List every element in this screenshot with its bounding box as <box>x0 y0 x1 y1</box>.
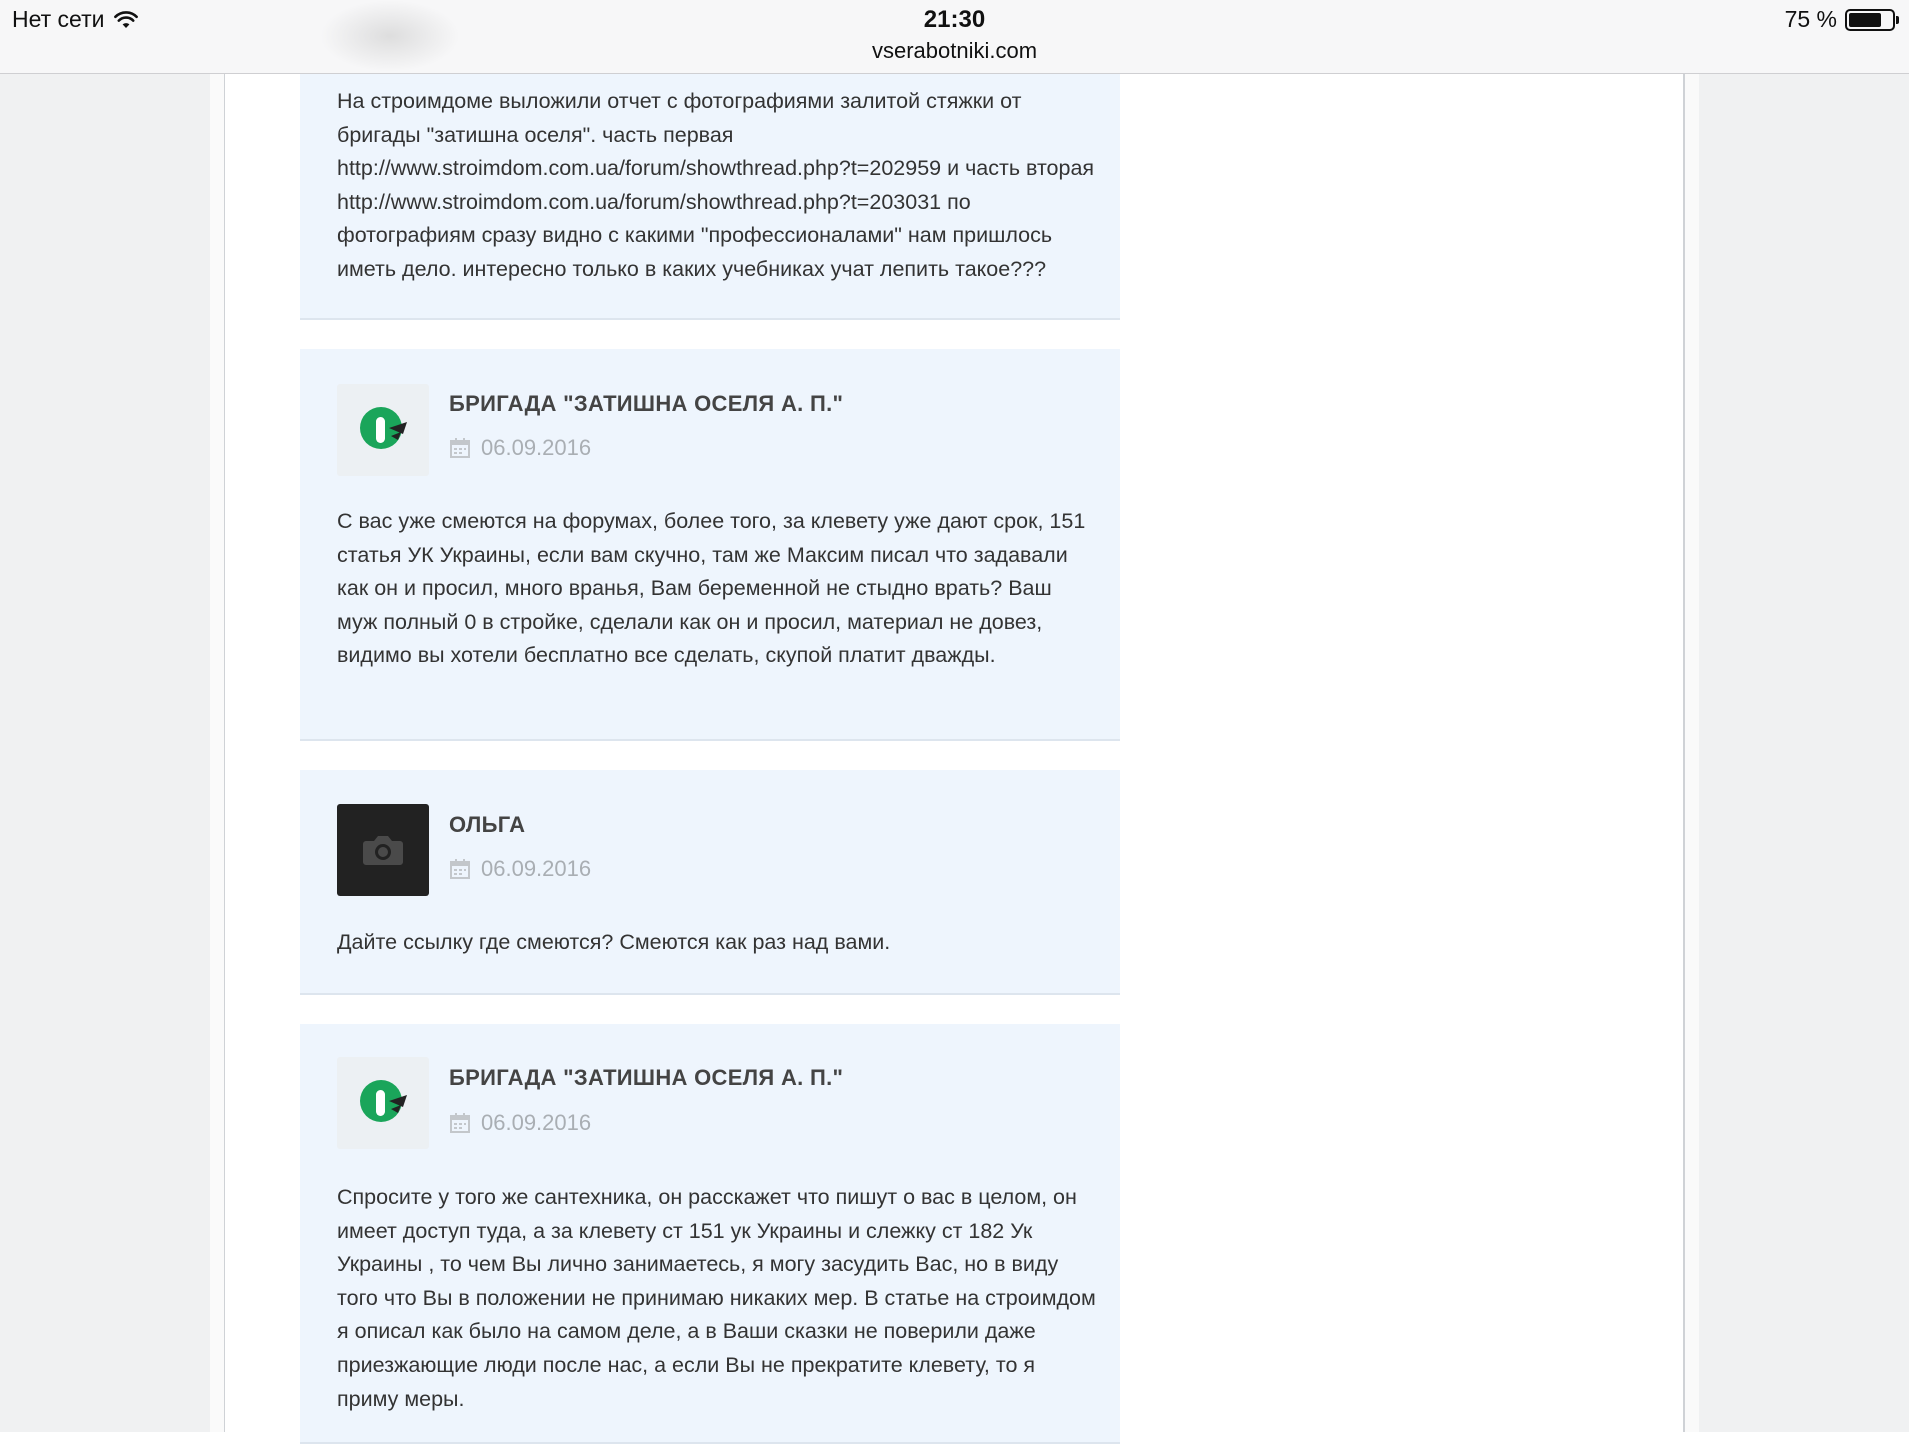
author-avatar[interactable] <box>337 804 429 896</box>
status-bar <box>0 0 1909 74</box>
clock: 21:30 <box>923 6 986 33</box>
battery-status <box>1785 6 1895 33</box>
calendar-icon <box>449 1112 471 1134</box>
comment-card <box>300 1024 1120 1444</box>
comment-date: 06.09.2016 <box>481 435 592 460</box>
camera-icon <box>337 804 429 896</box>
calendar-icon <box>449 858 471 880</box>
right-gutter <box>1685 74 1699 1432</box>
comment-body: С вас уже смеются на форумах, более того, за клевету уже дают срок, 151 статья УК Украины, если вам скучно, там же Максим писал что задавали как он и просил, много вранья, Вам беременной не стыдно врать? Ваш муж полный 0 в стройке, сделали как он и просил, материал не довез, видимо вы хотели бесплатно все сделать, скупой платит дважды. <box>337 509 1086 668</box>
comment-date-row <box>449 435 591 461</box>
battery-icon <box>1845 9 1895 31</box>
comment-body: На строимдоме выложили отчет с фотографиями залитой стяжки от бригады "затишна оселя". часть первая http://www.stroimdom.com.ua/forum/showthread.php?t=202959 и часть вторая http://www.stroimdom.com.ua/forum/showthread.php?t=203031 по фотографиям сразу видно с какими "профессионалами" нам пришлось иметь дело. интересно только в каких учебниках учат лепить такое??? <box>337 89 1095 281</box>
comment-date: 06.09.2016 <box>481 1110 592 1135</box>
battery-level <box>1849 13 1881 27</box>
battery-percent: 75 % <box>1784 6 1837 32</box>
comment-body: Дайте ссылку где смеются? Смеются как раз над вами. <box>337 930 891 954</box>
left-gutter <box>210 74 225 1432</box>
comment-card <box>300 74 1120 320</box>
comment-card <box>300 770 1120 995</box>
comment-author: ОЛЬГА <box>449 812 526 837</box>
comment-author: БРИГАДА "ЗАТИШНА ОСЕЛЯ А. П." <box>449 1065 844 1090</box>
author-avatar[interactable] <box>337 1057 429 1149</box>
network-label: Нет сети <box>12 6 105 32</box>
comment-author: БРИГАДА "ЗАТИШНА ОСЕЛЯ А. П." <box>449 391 844 416</box>
comment-date: 06.09.2016 <box>481 856 592 881</box>
comment-card <box>300 349 1120 741</box>
brigade-logo-icon <box>337 384 429 476</box>
calendar-icon <box>449 437 471 459</box>
address-bar-url[interactable]: vserabotniki.com <box>871 38 1038 63</box>
comment-date-row <box>449 856 591 882</box>
comment-body: Спросите у того же сантехника, он расскажет что пишут о вас в целом, он имеет доступ туда, а за клевету ст 151 ук Украины и слежку ст 182 Ук Украины , то чем Вы лично занимаетесь, я могу засудить Вас, но в виду того что Вы в положении не принимаю никаких мер. В статье на строимдом я описал как было на самом деле, а в Ваши сказки не поверили даже приезжающие люди после нас, а если Вы не прекратите клевету, то я приму меры. <box>337 1185 1096 1411</box>
comment-date-row <box>449 1110 591 1136</box>
author-avatar[interactable] <box>337 384 429 476</box>
brigade-logo-icon <box>337 1057 429 1149</box>
